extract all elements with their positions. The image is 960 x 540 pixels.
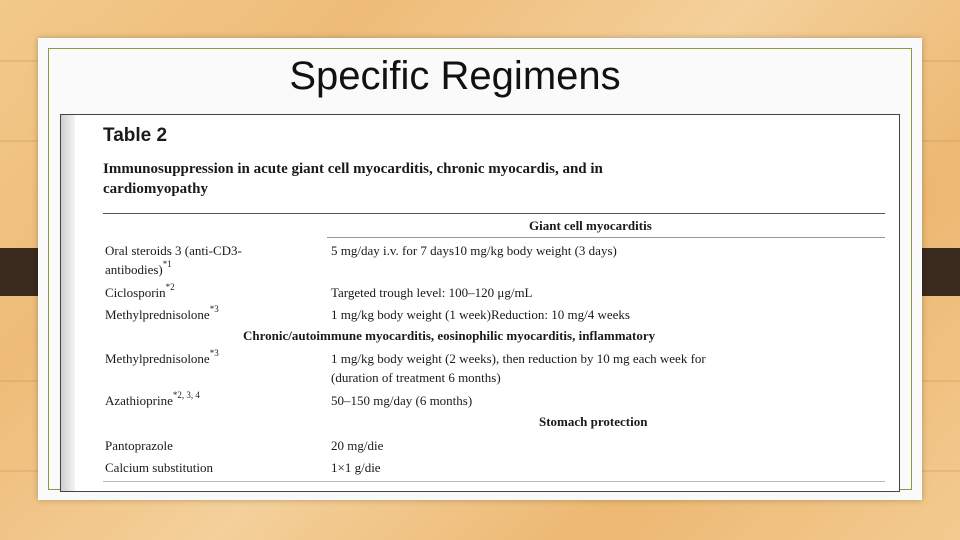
- drug-cell: Ciclosporin$^{*2}$: [105, 282, 175, 300]
- slide-title: Specific Regimens: [289, 54, 621, 98]
- regimen-cell: 1 mg/kg body weight (2 weeks), then reduction by 10 mg each week for (duration of treatment 6 months): [331, 351, 706, 385]
- drug-cell: Oral steroids 3 (anti-CD3- antibodies)$^{*1}$: [105, 243, 242, 277]
- table-caption-line2: cardiomyopathy: [103, 181, 208, 197]
- table-bottom-rule: [103, 481, 885, 482]
- table-image: [60, 114, 900, 492]
- table-label: Table 2: [103, 125, 168, 146]
- drug-cell: Methylprednisolone$^{*3}$: [105, 304, 219, 322]
- regimen-cell: 1 mg/kg body weight (1 week)Reduction: 10 mg/4 weeks: [331, 307, 630, 322]
- section-chronic: Chronic/autoimmune myocarditis, eosinophilic myocarditis, inflammatory: [243, 328, 656, 343]
- section-stomach: Stomach protection: [539, 414, 648, 429]
- drug-cell: Methylprednisolone$^{*3}$: [105, 348, 219, 366]
- regimen-cell: 20 mg/die: [331, 438, 384, 453]
- drug-cell: Pantoprazole: [105, 438, 173, 453]
- drug-cell: Calcium substitution: [105, 460, 213, 475]
- regimen-cell: 5 mg/day i.v. for 7 days10 mg/kg body weight (3 days): [331, 243, 617, 258]
- table-caption: [103, 159, 893, 199]
- section-giant-cell: Giant cell myocarditis: [529, 218, 652, 233]
- regimen-cell: 50–150 mg/day (6 months): [331, 393, 473, 408]
- table-caption-line1: Immunosuppression in acute giant cell myocarditis, chronic myocardis, and in: [103, 161, 603, 177]
- table-top-rule: [103, 213, 885, 214]
- section-rule: [327, 237, 885, 238]
- slide: [38, 38, 922, 500]
- regimen-cell: Targeted trough level: 100–120 μg/mL: [331, 285, 533, 300]
- regimen-cell: 1×1 g/die: [331, 460, 381, 475]
- drug-cell: Azathioprine$^{*2, 3, 4}$: [105, 390, 200, 408]
- scan-shadow: [61, 115, 75, 491]
